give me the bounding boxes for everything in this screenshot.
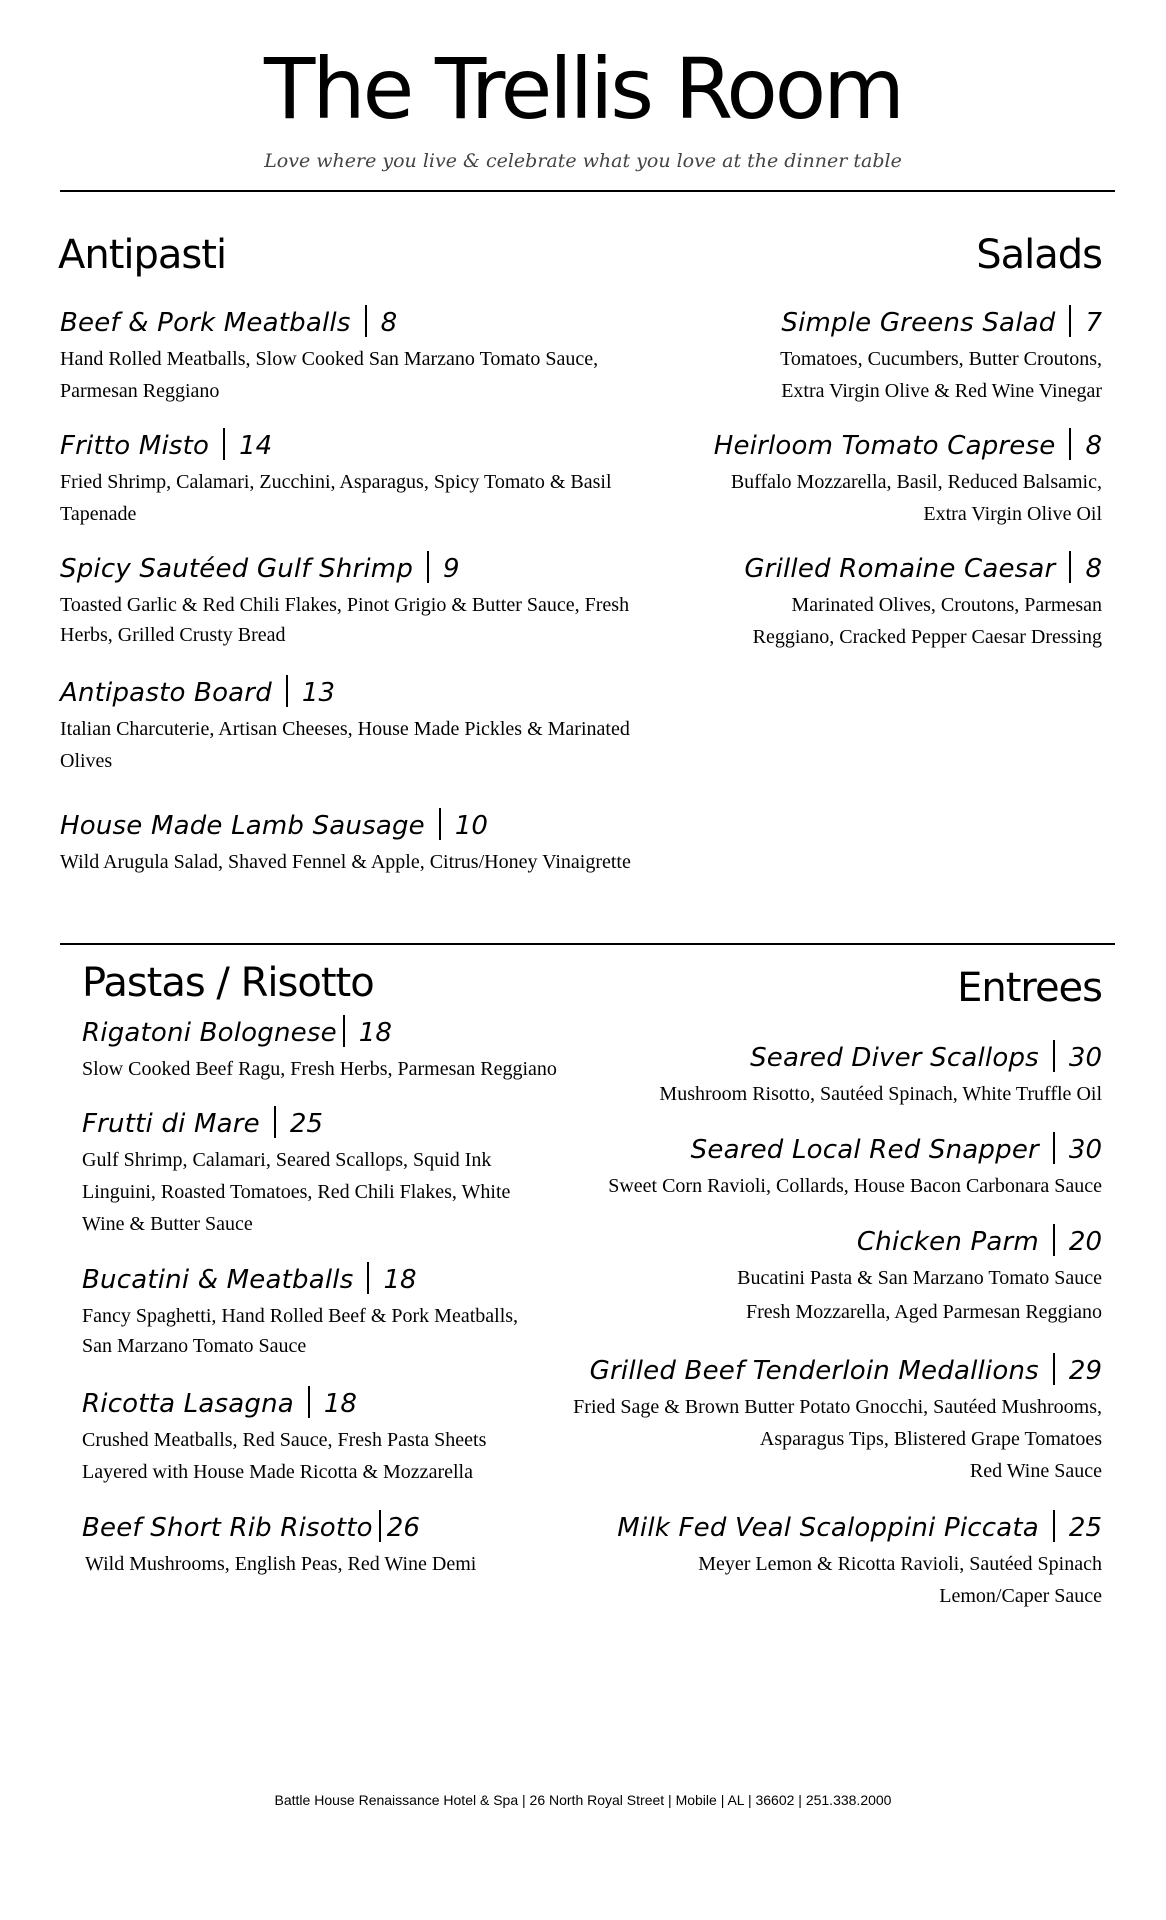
footer-address: Battle House Renaissance Hotel & Spa | 26 North Royal Street | Mobile | AL | 36602 | 251.338.2000 xyxy=(274,1792,892,1808)
item-price: 13 xyxy=(301,678,335,708)
item-name: Beef Short Rib Risotto xyxy=(82,1513,373,1543)
separator xyxy=(1053,1224,1055,1256)
separator xyxy=(427,551,429,583)
menu-item xyxy=(60,675,630,777)
section-title-salads: Salads xyxy=(976,232,1102,278)
item-description: Asparagus Tips, Blistered Grape Tomatoes xyxy=(759,1428,1102,1450)
item-description: Slow Cooked Beef Ragu, Fresh Herbs, Parmesan Reggiano xyxy=(82,1058,557,1080)
item-name: Seared Local Red Snapper xyxy=(690,1135,1039,1165)
item-price: 8 xyxy=(380,308,398,338)
item-description: Extra Virgin Olive Oil xyxy=(923,503,1102,525)
item-name: Grilled Beef Tenderloin Medallions xyxy=(589,1356,1039,1386)
separator xyxy=(274,1106,276,1138)
item-description: Layered with House Made Ricotta & Mozzarella xyxy=(82,1461,473,1483)
item-name: Heirloom Tomato Caprese xyxy=(713,431,1056,461)
item-name: Seared Diver Scallops xyxy=(750,1043,1039,1073)
item-description: San Marzano Tomato Sauce xyxy=(82,1335,307,1357)
item-description: Fried Sage & Brown Butter Potato Gnocchi, Sautéed Mushrooms, xyxy=(573,1396,1102,1418)
item-price: 8 xyxy=(1085,431,1102,461)
menu-item xyxy=(617,1510,1102,1612)
item-price: 26 xyxy=(386,1513,420,1543)
item-description: Wild Arugula Salad, Shaved Fennel & Apple, Citrus/Honey Vinaigrette xyxy=(60,851,631,873)
item-description: Wine & Butter Sauce xyxy=(82,1213,253,1235)
menu-item xyxy=(82,1106,510,1240)
item-name: Ricotta Lasagna xyxy=(82,1389,294,1419)
separator xyxy=(1053,1132,1055,1164)
item-description: Extra Virgin Olive & Red Wine Vinegar xyxy=(781,380,1102,402)
item-description: Marinated Olives, Croutons, Parmesan xyxy=(791,594,1102,616)
menu-item xyxy=(60,305,598,407)
section-title-antipasti: Antipasti xyxy=(58,232,227,278)
item-name: Bucatini & Meatballs xyxy=(82,1265,354,1295)
menu-item xyxy=(573,1353,1102,1487)
menu-item xyxy=(82,1386,486,1488)
item-description: Tomatoes, Cucumbers, Butter Croutons, xyxy=(780,348,1102,370)
item-description: Italian Charcuterie, Artisan Cheeses, House Made Pickles & Marinated xyxy=(60,718,630,740)
item-name: Fritto Misto xyxy=(60,431,210,461)
menu-item xyxy=(659,1040,1102,1110)
menu-item xyxy=(744,551,1102,653)
menu-item xyxy=(737,1224,1102,1328)
tagline: Love where you live & celebrate what you love at the dinner table xyxy=(264,150,902,172)
section-title-entrees: Entrees xyxy=(957,965,1102,1011)
item-description: Bucatini Pasta & San Marzano Tomato Sauce xyxy=(737,1267,1102,1289)
restaurant-title: The Trellis Room xyxy=(264,40,902,138)
item-price: 9 xyxy=(443,554,460,584)
item-description: Mushroom Risotto, Sautéed Spinach, White Truffle Oil xyxy=(659,1083,1102,1105)
item-description: Red Wine Sauce xyxy=(969,1460,1102,1482)
item-name: Grilled Romaine Caesar xyxy=(744,554,1056,584)
menu-item xyxy=(714,428,1102,530)
item-name: Rigatoni Bolognese xyxy=(82,1018,337,1048)
divider-top xyxy=(60,190,1115,192)
item-description: Parmesan Reggiano xyxy=(60,380,220,402)
item-description: Linguini, Roasted Tomatoes, Red Chili Flakes, White xyxy=(82,1181,511,1203)
separator xyxy=(1053,1510,1055,1542)
item-name: Frutti di Mare xyxy=(82,1109,260,1139)
item-name: House Made Lamb Sausage xyxy=(60,811,425,841)
separator xyxy=(1069,428,1071,460)
item-name: Milk Fed Veal Scaloppini Piccata xyxy=(617,1513,1039,1543)
item-description: Herbs, Grilled Crusty Bread xyxy=(60,624,286,646)
item-description: Hand Rolled Meatballs, Slow Cooked San Marzano Tomato Sauce, xyxy=(60,348,599,370)
menu-item xyxy=(780,305,1102,407)
item-description: Tapenade xyxy=(60,503,137,525)
item-name: Beef & Pork Meatballs xyxy=(60,308,351,338)
menu-item xyxy=(82,1262,518,1362)
item-description: Gulf Shrimp, Calamari, Seared Scallops, Squid Ink xyxy=(82,1149,492,1171)
item-price: 30 xyxy=(1068,1043,1102,1073)
item-name: Simple Greens Salad xyxy=(781,308,1056,338)
item-description: Meyer Lemon & Ricotta Ravioli, Sautéed Spinach xyxy=(698,1553,1102,1575)
separator xyxy=(343,1015,345,1047)
item-price: 18 xyxy=(358,1018,392,1048)
item-description: Wild Mushrooms, English Peas, Red Wine Demi xyxy=(85,1553,477,1575)
menu-item xyxy=(60,808,631,878)
item-price: 18 xyxy=(323,1389,357,1419)
item-price: 25 xyxy=(1068,1513,1102,1543)
item-description: Olives xyxy=(60,750,113,772)
separator xyxy=(1053,1040,1055,1072)
item-description: Fried Shrimp, Calamari, Zucchini, Asparagus, Spicy Tomato & Basil xyxy=(60,471,612,493)
menu-item xyxy=(60,551,629,651)
item-description: Sweet Corn Ravioli, Collards, House Bacon Carbonara Sauce xyxy=(608,1175,1102,1197)
separator xyxy=(367,1262,369,1294)
item-price: 25 xyxy=(289,1109,323,1139)
separator xyxy=(439,808,441,840)
divider-middle xyxy=(60,943,1115,945)
item-description: Crushed Meatballs, Red Sauce, Fresh Pasta Sheets xyxy=(82,1429,487,1451)
separator xyxy=(286,675,288,707)
separator xyxy=(1069,551,1071,583)
menu-item xyxy=(60,428,612,530)
item-description: Fancy Spaghetti, Hand Rolled Beef & Pork Meatballs, xyxy=(82,1305,519,1327)
item-price: 30 xyxy=(1068,1135,1102,1165)
item-name: Antipasto Board xyxy=(60,678,272,708)
separator xyxy=(365,305,367,337)
item-description: Fresh Mozzarella, Aged Parmesan Reggiano xyxy=(745,1301,1102,1323)
separator xyxy=(1069,305,1071,337)
separator xyxy=(308,1386,310,1418)
item-description: Buffalo Mozzarella, Basil, Reduced Balsamic, xyxy=(730,471,1102,493)
separator xyxy=(1053,1353,1055,1385)
item-price: 14 xyxy=(239,431,273,461)
item-name: Chicken Parm xyxy=(856,1227,1039,1257)
item-price: 18 xyxy=(383,1265,417,1295)
item-price: 20 xyxy=(1068,1227,1102,1257)
item-price: 10 xyxy=(454,811,488,841)
separator xyxy=(379,1510,381,1542)
item-price: 8 xyxy=(1085,554,1102,584)
menu-item xyxy=(82,1015,557,1085)
item-name: Spicy Sautéed Gulf Shrimp xyxy=(60,554,414,584)
item-description: Reggiano, Cracked Pepper Caesar Dressing xyxy=(752,626,1102,648)
item-price: 7 xyxy=(1085,308,1102,338)
item-description: Toasted Garlic & Red Chili Flakes, Pinot Grigio & Butter Sauce, Fresh xyxy=(60,594,630,616)
section-title-pastas: Pastas / Risotto xyxy=(82,960,374,1006)
item-description: Lemon/Caper Sauce xyxy=(939,1585,1102,1607)
menu-item xyxy=(608,1132,1102,1202)
separator xyxy=(223,428,225,460)
menu-item xyxy=(82,1510,476,1580)
item-price: 29 xyxy=(1068,1356,1102,1386)
